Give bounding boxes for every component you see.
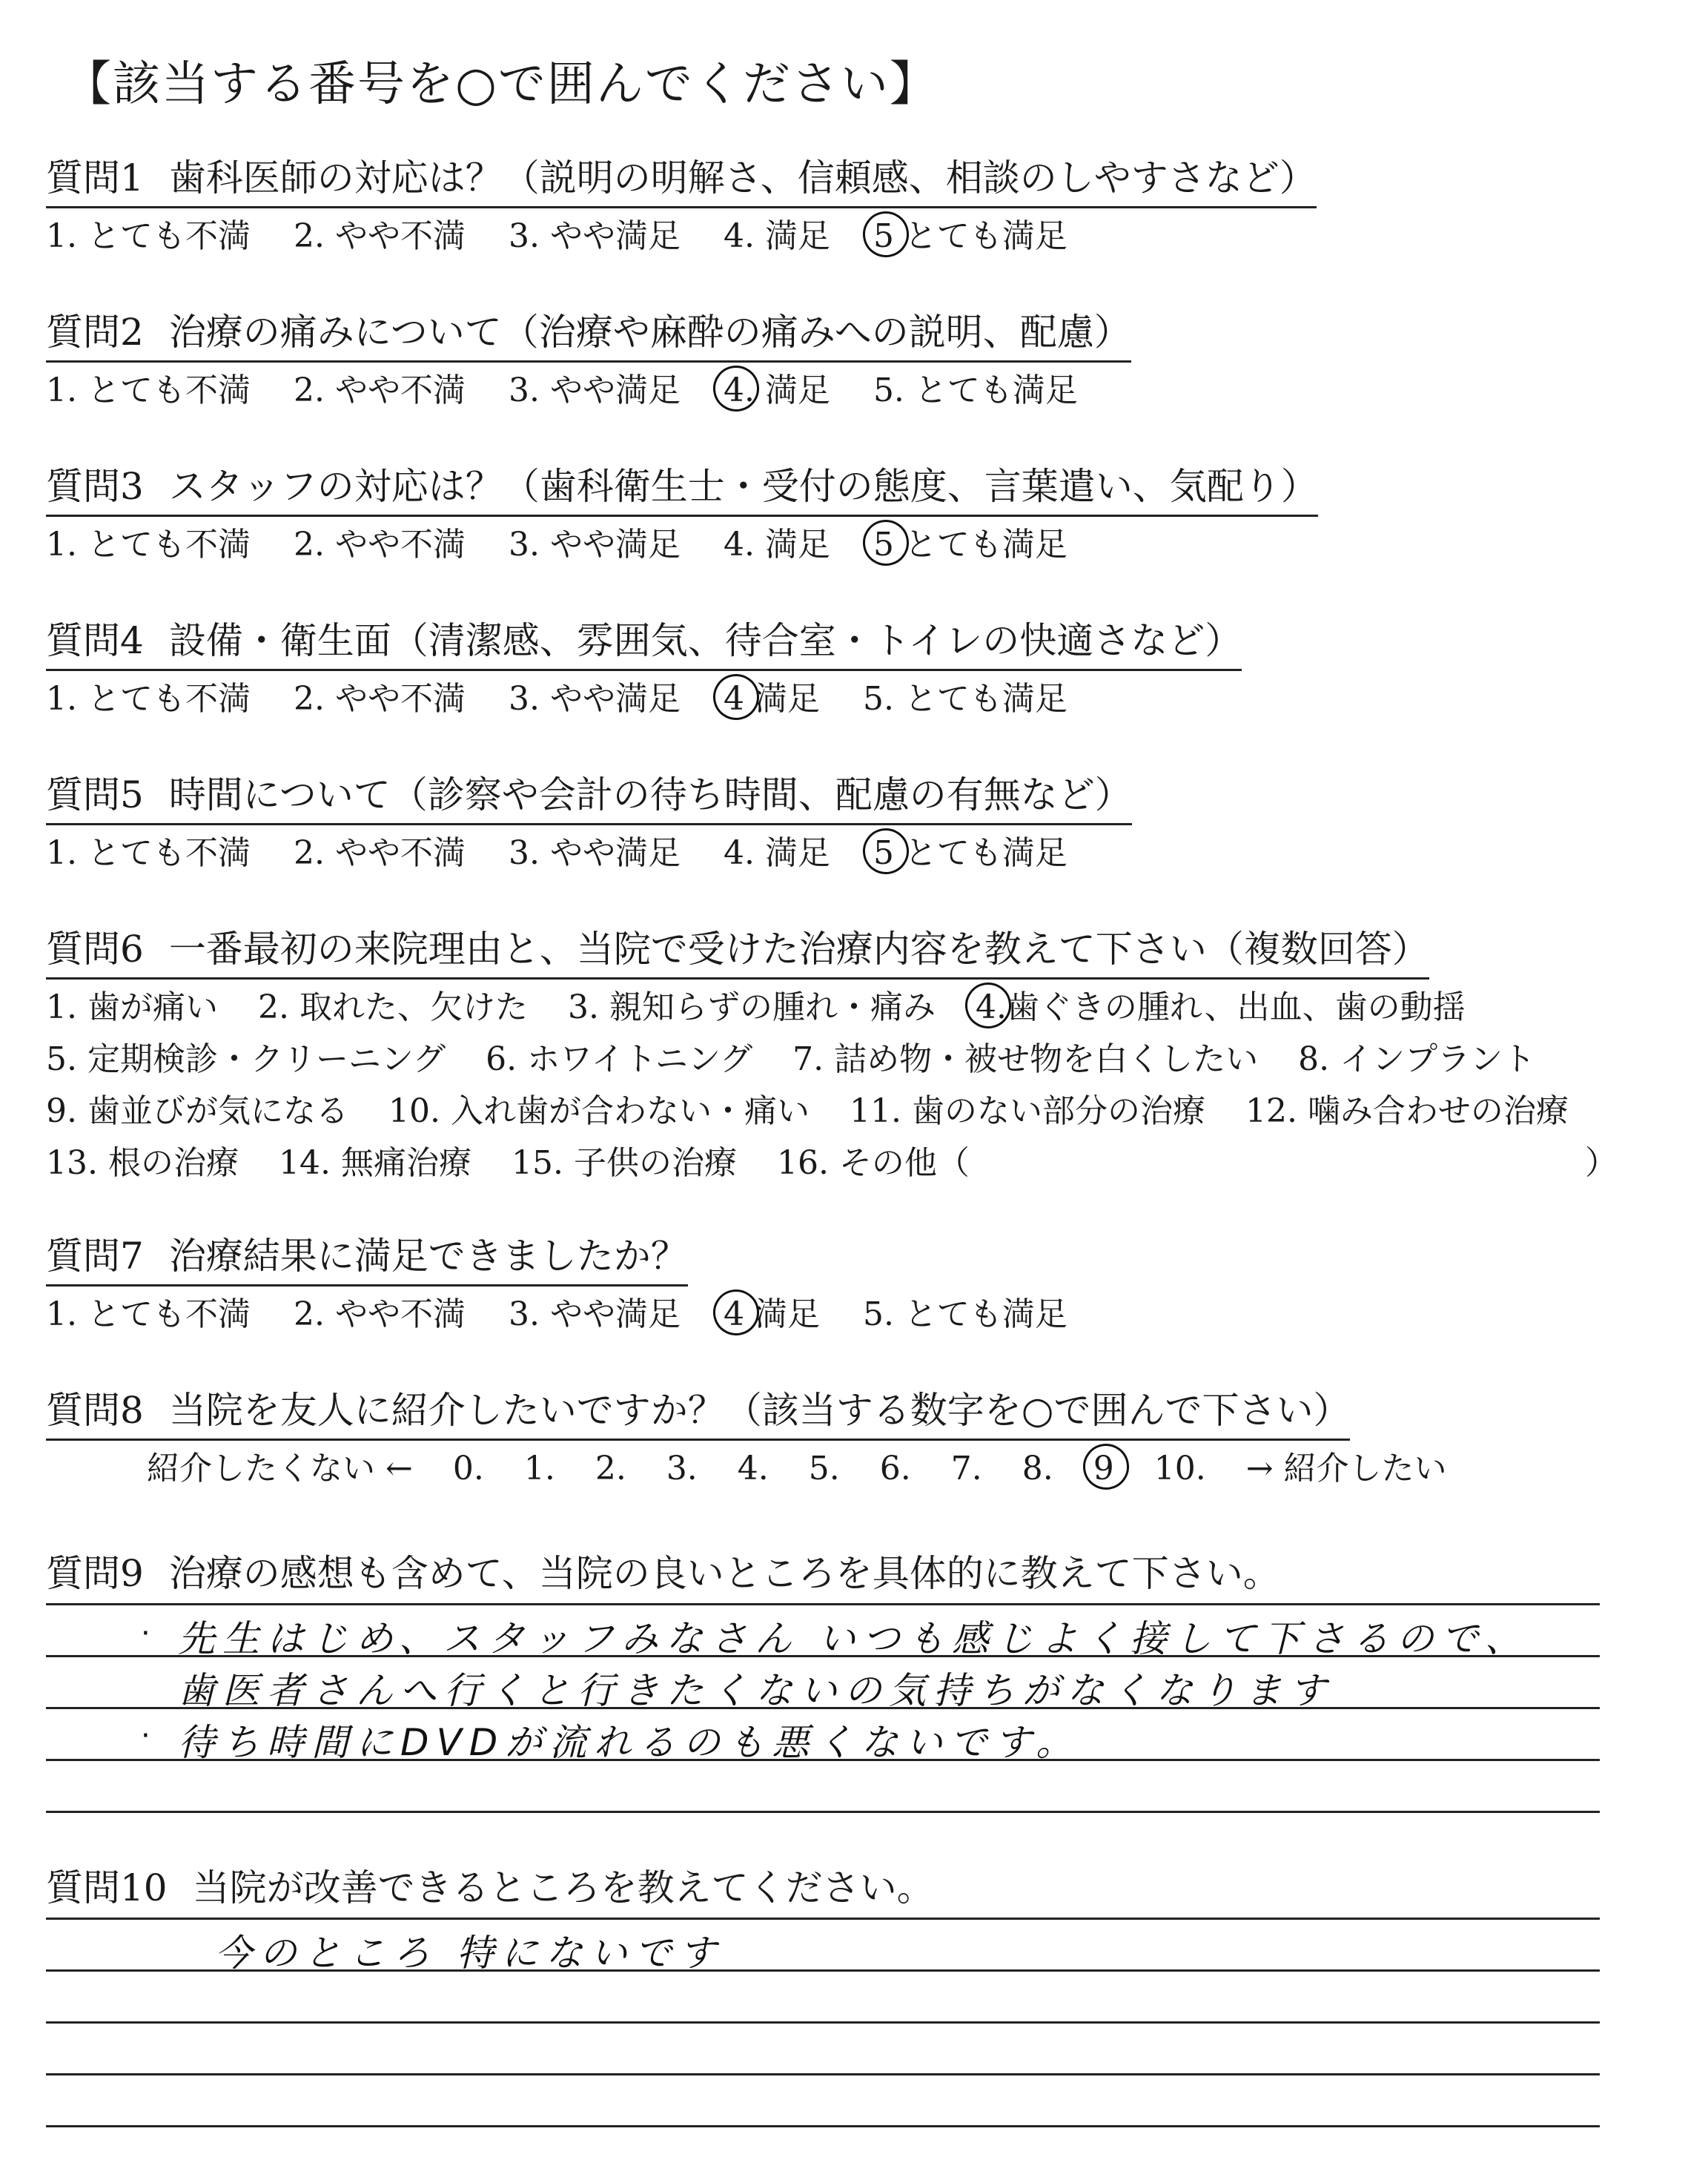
q5-option-3[interactable]: 3. やや満足: [508, 834, 681, 872]
question-3-options: [46, 518, 1100, 565]
question-10-title: [46, 1858, 934, 1912]
question-7-label: 質問7: [46, 1235, 144, 1278]
question-8-text: 当院を友人に紹介したいですか？（該当する数字を○で囲んで下さい）: [168, 1389, 1351, 1432]
q6-row-1: [46, 980, 1495, 1028]
q2-option-4-selected[interactable]: 4. 満足: [724, 371, 830, 409]
question-10-text: 当院が改善できるところを教えてください。: [192, 1866, 934, 1909]
q1-option-4[interactable]: 4. 満足: [723, 217, 830, 255]
q3-option-1[interactable]: 1. とても不満: [46, 526, 251, 564]
q5-option-5-selected[interactable]: 5 とても満足: [873, 834, 1068, 872]
q6-option-14[interactable]: 14. 無痛治療: [278, 1144, 471, 1182]
q6-option-8[interactable]: 8. インプラント: [1298, 1040, 1536, 1078]
q8-scale-10[interactable]: 10.: [1153, 1450, 1206, 1487]
q7-option-1[interactable]: 1. とても不満: [46, 1295, 251, 1333]
q1-option-2[interactable]: 2. やや不満: [293, 217, 466, 255]
q4-option-3[interactable]: 3. やや満足: [508, 680, 681, 718]
q3-option-4[interactable]: 4. 満足: [723, 526, 830, 564]
q6-option-10[interactable]: 10. 入れ歯が合わない・痛い: [388, 1092, 810, 1130]
q8-scale-3[interactable]: 3.: [666, 1450, 698, 1487]
q8-scale-1[interactable]: 1.: [523, 1450, 555, 1487]
q3-option-2[interactable]: 2. やや不満: [293, 526, 466, 564]
q7-option-2[interactable]: 2. やや不満: [293, 1295, 466, 1333]
question-5-options: [46, 826, 1100, 873]
q1-option-1[interactable]: 1. とても不満: [46, 217, 251, 255]
q6-row-4: [46, 1136, 999, 1183]
question-1-label: 質問1: [46, 156, 144, 199]
question-4-title: [46, 611, 1242, 671]
q6-option-16[interactable]: 16. その他（: [776, 1144, 970, 1182]
bullet-mark: ·: [141, 1719, 150, 1753]
q3-option-5-selected[interactable]: 5 とても満足: [873, 526, 1068, 564]
answer-rule: [46, 1918, 1600, 1920]
q6-option-7[interactable]: 7. 詰め物・被せ物を白くしたい: [792, 1040, 1259, 1078]
question-4-text: 設備・衛生面（清潔感、雰囲気、待合室・トイレの快適さなど）: [168, 619, 1242, 662]
question-2-label: 質問2: [46, 311, 144, 354]
question-1-text: 歯科医師の対応は？（説明の明解さ、信頼感、相談のしやすさなど）: [168, 156, 1317, 199]
q5-option-4[interactable]: 4. 満足: [723, 834, 830, 872]
q6-row-2: [46, 1032, 1565, 1080]
q2-option-2[interactable]: 2. やや不満: [293, 371, 466, 409]
q8-scale-9-selected[interactable]: 9: [1093, 1450, 1114, 1487]
answer-rule: [46, 2125, 1600, 2127]
q4-option-4-selected[interactable]: 4 満足: [724, 680, 820, 718]
q8-scale-2[interactable]: 2.: [595, 1450, 626, 1487]
q1-option-3[interactable]: 3. やや満足: [508, 217, 681, 255]
question-5-title: [46, 765, 1132, 825]
q6-option-1[interactable]: 1. 歯が痛い: [46, 988, 218, 1026]
answer-rule: [46, 2021, 1600, 2024]
q5-option-1[interactable]: 1. とても不満: [46, 834, 251, 872]
q6-option-11[interactable]: 11. 歯のない部分の治療: [849, 1092, 1205, 1130]
q7-option-5[interactable]: 5. とても満足: [862, 1295, 1068, 1333]
q2-option-5[interactable]: 5. とても満足: [873, 371, 1078, 409]
question-7-text: 治療結果に満足できましたか？: [168, 1235, 688, 1278]
question-9-label: 質問9: [46, 1552, 144, 1595]
q5-option-2[interactable]: 2. やや不満: [293, 834, 466, 872]
q3-option-3[interactable]: 3. やや満足: [508, 526, 681, 564]
question-3-text: スタッフの対応は？（歯科衛生士・受付の態度、言葉遣い、気配り）: [168, 465, 1318, 508]
question-7-options: [46, 1287, 1100, 1335]
question-2-title: [46, 303, 1131, 363]
q1-option-5-selected[interactable]: 5 とても満足: [873, 217, 1068, 255]
form-header: 【該当する番号を○で囲んでください】: [64, 57, 939, 112]
q6-option-12[interactable]: 12. 噛み合わせの治療: [1245, 1092, 1569, 1130]
q6-option-4-selected[interactable]: 4.歯ぐきの腫れ、出血、歯の動揺: [976, 988, 1466, 1026]
q9-answer-line-2[interactable]: 歯医者さんへ行くと行きたくないの気持ちがなくなります: [178, 1669, 1334, 1712]
q9-answer-line-3[interactable]: 待ち時間にDVDが流れるのも悪くないです。: [178, 1721, 1081, 1764]
q8-scale-4[interactable]: 4.: [737, 1450, 769, 1487]
q6-option-5[interactable]: 5. 定期検診・クリーニング: [46, 1040, 446, 1078]
q6-option-13[interactable]: 13. 根の治療: [46, 1144, 239, 1182]
question-7-title: [46, 1226, 688, 1287]
q4-option-2[interactable]: 2. やや不満: [293, 680, 466, 718]
question-2-options: [46, 363, 1110, 411]
q8-scale: [147, 1441, 1480, 1489]
q9-answer-line-1[interactable]: 先生はじめ、スタッフみなさん いつも感じよく接して下さるので、: [178, 1617, 1529, 1660]
question-9-text: 治療の感想も含めて、当院の良いところを具体的に教えて下さい。: [168, 1552, 1280, 1595]
selection-circle: [709, 362, 763, 415]
q2-option-1[interactable]: 1. とても不満: [46, 371, 251, 409]
q6-option-6[interactable]: 6. ホワイトニング: [486, 1040, 753, 1078]
q8-left-label: 紹介したくない ←: [147, 1450, 413, 1487]
q7-option-3[interactable]: 3. やや満足: [508, 1295, 681, 1333]
answer-rule: [46, 1603, 1600, 1605]
q8-scale-7[interactable]: 7.: [950, 1450, 982, 1487]
q6-option-9[interactable]: 9. 歯並びが気になる: [46, 1092, 348, 1130]
q6-other-close-paren: ）: [1585, 1144, 1618, 1182]
q8-scale-5[interactable]: 5.: [808, 1450, 840, 1487]
question-6-label: 質問6: [46, 928, 144, 971]
question-1-options: [46, 209, 1100, 257]
q10-answer-line-1[interactable]: 今のところ 特にないです: [215, 1932, 724, 1975]
question-9-title: [46, 1544, 1280, 1597]
bullet-mark: ·: [141, 1616, 150, 1651]
q6-option-3[interactable]: 3. 親知らずの腫れ・痛み: [567, 988, 936, 1026]
q8-scale-8[interactable]: 8.: [1022, 1450, 1053, 1487]
selection-circle: [1079, 1440, 1133, 1493]
question-5-text: 時間について（診察や会計の待ち時間、配慮の有無など）: [168, 773, 1132, 816]
question-2-text: 治療の痛みについて（治療や麻酔の痛みへの説明、配慮）: [168, 311, 1131, 354]
question-4-label: 質問4: [46, 619, 144, 662]
answer-rule: [46, 2073, 1600, 2075]
q8-scale-6[interactable]: 6.: [879, 1450, 911, 1487]
question-6-text: 一番最初の来院理由と、当院で受けた治療内容を教えて下さい（複数回答）: [168, 928, 1429, 971]
question-8-label: 質問8: [46, 1389, 144, 1432]
q6-row-3: [46, 1084, 1598, 1132]
q8-scale-0[interactable]: 0.: [452, 1450, 484, 1487]
q6-option-2[interactable]: 2. 取れた、欠けた: [257, 988, 528, 1026]
question-1-title: [46, 148, 1317, 208]
question-3-label: 質問3: [46, 465, 144, 508]
q6-option-15[interactable]: 15. 子供の治療: [511, 1144, 737, 1182]
question-8-title: [46, 1381, 1350, 1441]
q4-option-1[interactable]: 1. とても不満: [46, 680, 251, 718]
question-4-options: [46, 672, 1100, 719]
question-3-title: [46, 457, 1318, 517]
question-10-label: 質問10: [46, 1866, 168, 1909]
q7-option-4-selected[interactable]: 4 満足: [724, 1295, 820, 1333]
answer-rule: [46, 1811, 1600, 1813]
q2-option-3[interactable]: 3. やや満足: [508, 371, 681, 409]
q4-option-5[interactable]: 5. とても満足: [862, 680, 1068, 718]
question-6-title: [46, 919, 1429, 980]
q8-right-label: → 紹介したい: [1245, 1450, 1447, 1487]
question-5-label: 質問5: [46, 773, 144, 816]
